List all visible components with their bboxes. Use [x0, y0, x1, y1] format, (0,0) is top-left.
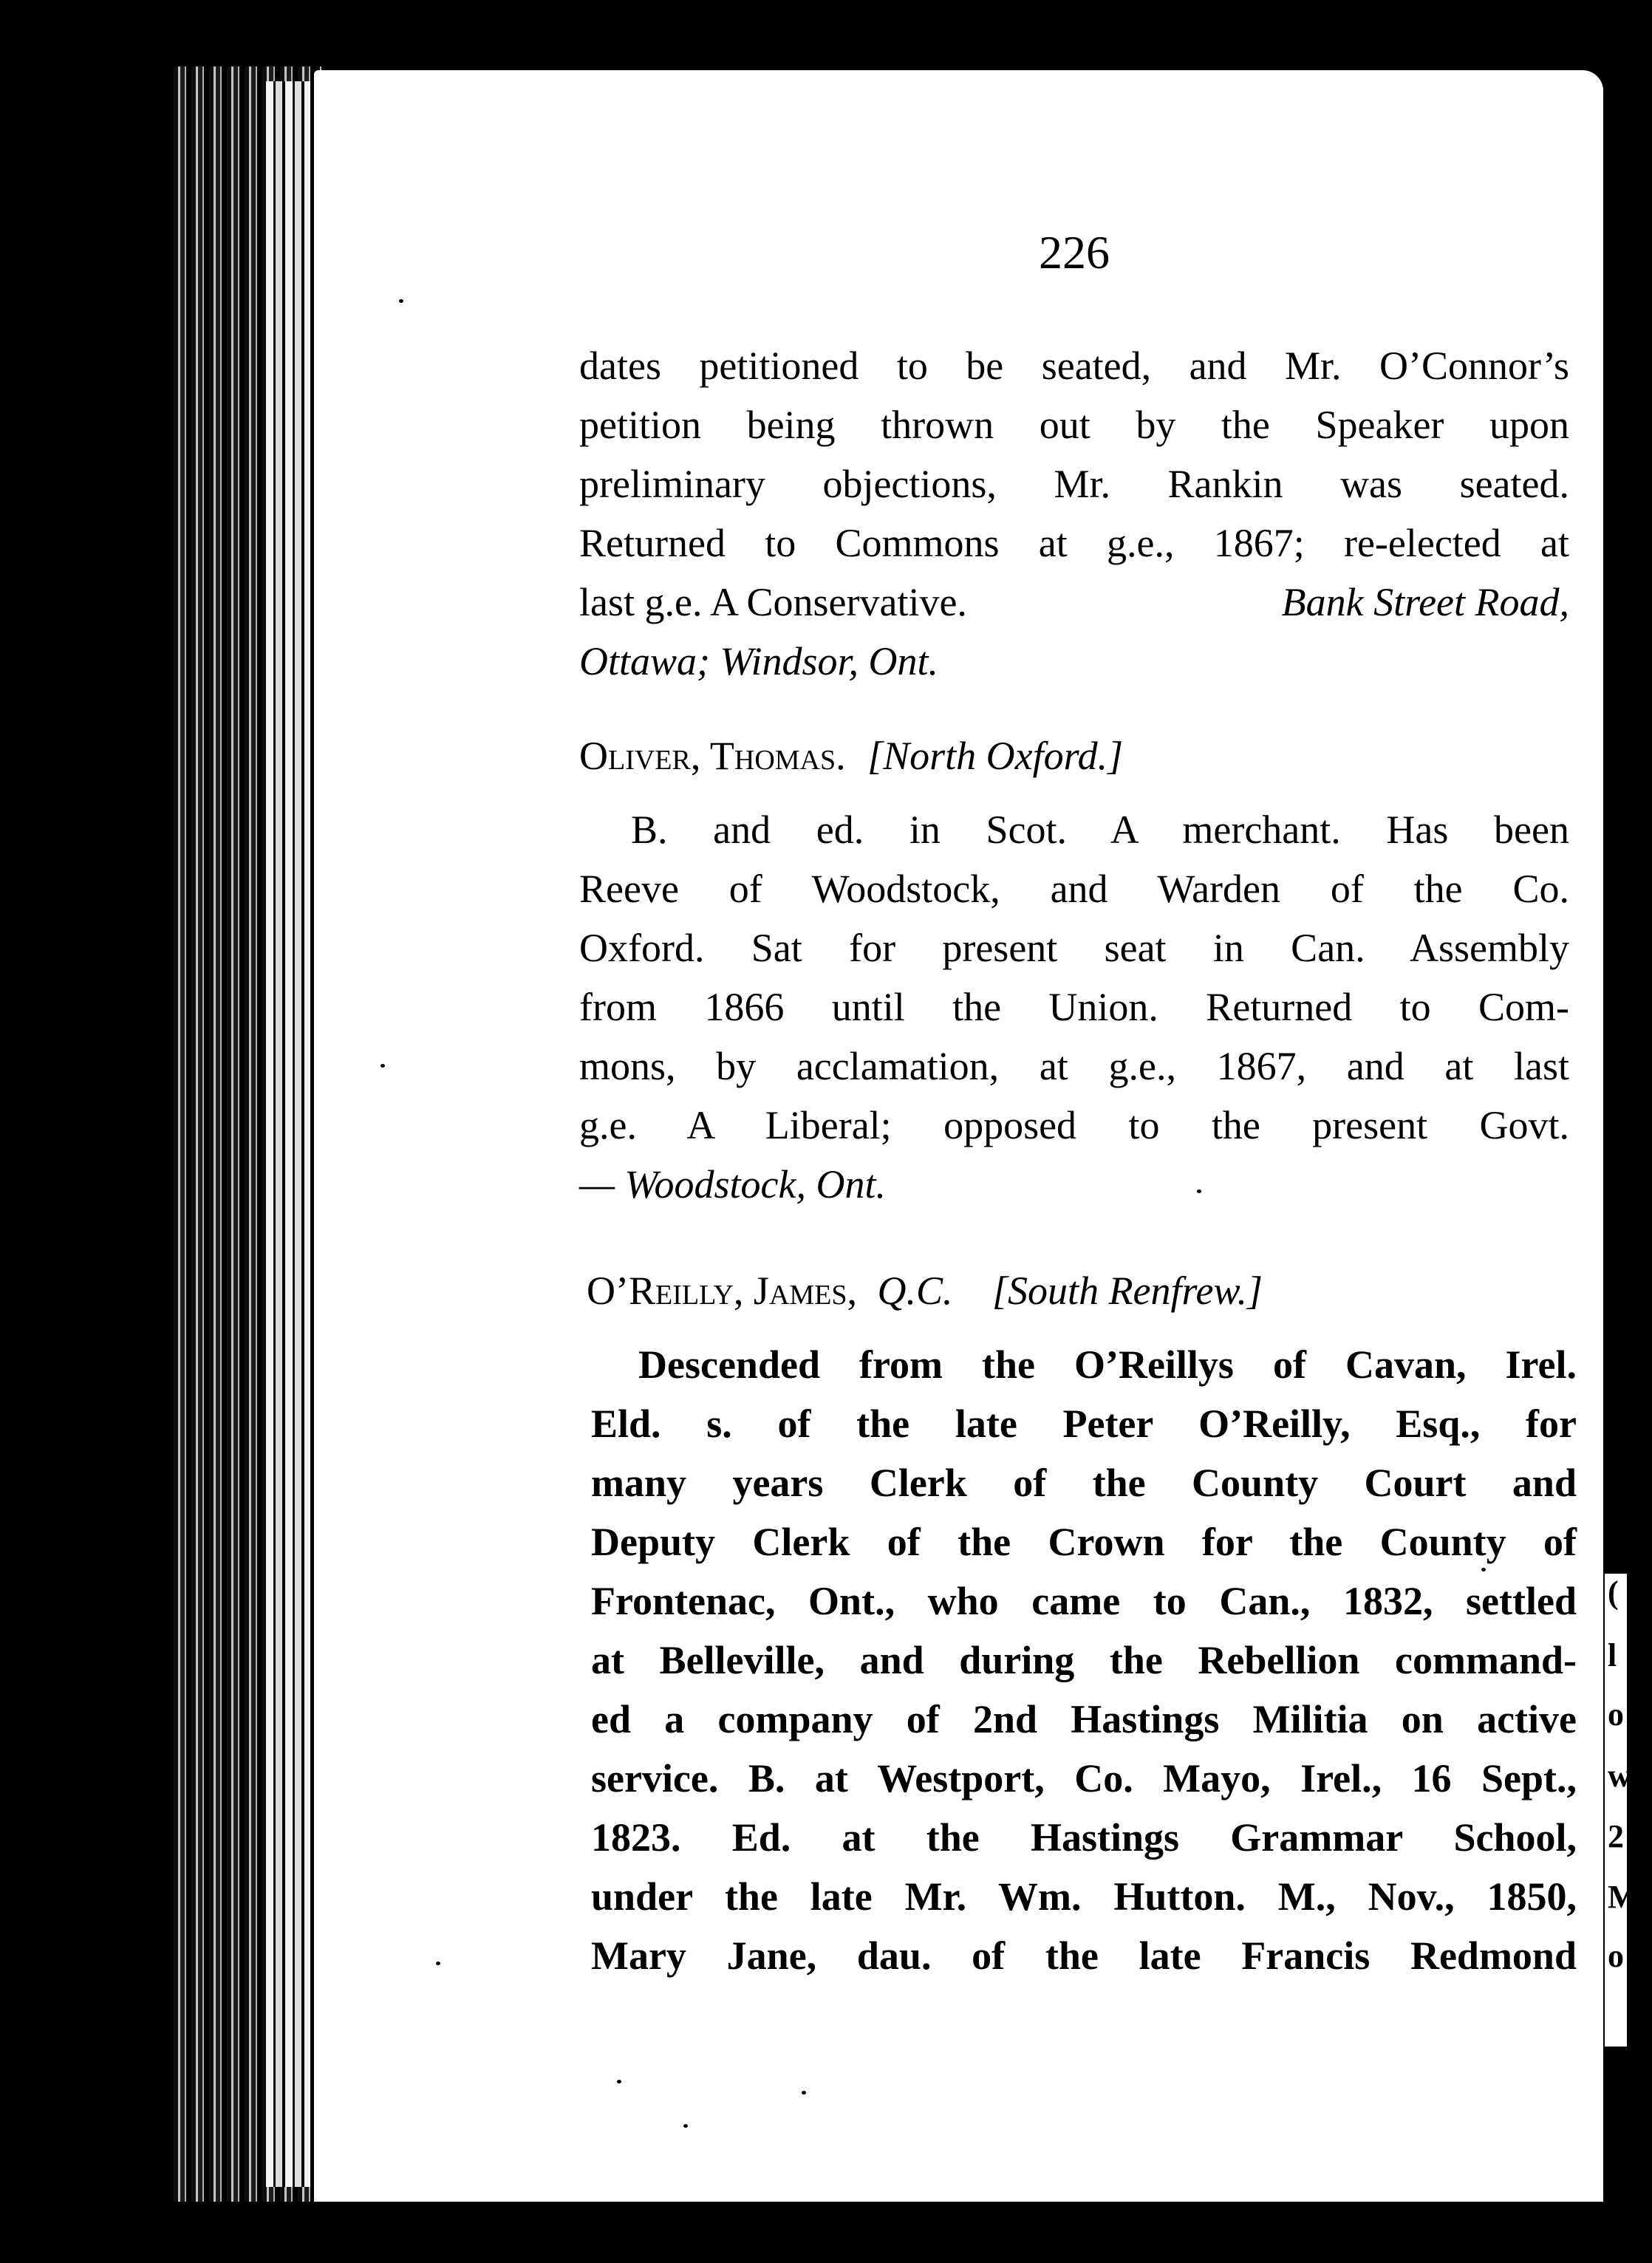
text-line: Oxford. Sat for present seat in Can. Assembly: [579, 926, 1569, 970]
text-line: mons, by acclamation, at g.e., 1867, and at last: [579, 1044, 1569, 1088]
entry-constituency: [North Oxford.]: [867, 734, 1124, 778]
text-fragment: last g.e. A Conservative.: [579, 580, 967, 624]
address-text: Bank Street Road,: [1281, 580, 1569, 624]
text-line: Eld. s. of the late Peter O’Reilly, Esq., for: [591, 1402, 1577, 1446]
margin-fragment: l: [1608, 1637, 1617, 1673]
text-line: Mary Jane, dau. of the late Francis Redmond: [591, 1933, 1577, 1978]
scan-speck: [617, 2080, 621, 2083]
address-text: — Woodstock, Ont.: [579, 1162, 886, 1206]
margin-fragment: o: [1608, 1696, 1624, 1733]
address-text: Ottawa; Windsor, Ont.: [579, 639, 939, 683]
text-line: petition being thrown out by the Speaker upon: [579, 403, 1569, 447]
scan-speck: [1481, 1568, 1486, 1571]
text-line: 1823. Ed. at the Hastings Grammar School,: [591, 1815, 1577, 1860]
book-page-edges: [266, 81, 310, 2187]
entry-constituency: [South Renfrew.]: [992, 1269, 1263, 1313]
margin-fragment: M: [1608, 1879, 1639, 1915]
scan-speck: [399, 299, 403, 303]
scan-speck: [436, 1962, 440, 1965]
text-line: B. and ed. in Scot. A merchant. Has been: [631, 808, 1569, 852]
margin-fragment: (: [1608, 1574, 1619, 1611]
scan-speck: [380, 1064, 385, 1068]
scan-speck: [683, 2124, 688, 2128]
text-line: service. B. at Westport, Co. Mayo, Irel., 16 Sept.,: [591, 1756, 1577, 1800]
entry-heading: [587, 1271, 1577, 1311]
text-line: many years Clerk of the County Court and: [591, 1461, 1577, 1505]
text-line: from 1866 until the Union. Returned to Com-: [579, 985, 1569, 1029]
text-line: Deputy Clerk of the Crown for the County of: [591, 1520, 1577, 1564]
adjacent-page-fragment: [1605, 1574, 1639, 2047]
text-line: at Belleville, and during the Rebellion command-: [591, 1638, 1577, 1682]
page-number: 226: [1039, 226, 1110, 279]
text-line: Frontenac, Ont., who came to Can., 1832, settled: [591, 1579, 1577, 1623]
text-line: g.e. A Liberal; opposed to the present Govt.: [579, 1103, 1569, 1147]
scan-speck: [802, 2091, 806, 2095]
text-line: Returned to Commons at g.e., 1867; re-elected at: [579, 521, 1569, 565]
text-line: [579, 582, 1569, 622]
text-line: dates petitioned to be seated, and Mr. O’Connor’s: [579, 344, 1569, 388]
margin-fragment: 2: [1608, 1818, 1624, 1854]
text-line: ed a company of 2nd Hastings Militia on active: [591, 1697, 1577, 1741]
entry-name: Oliver, Thomas.: [579, 734, 846, 778]
entry-title: Q.C.: [877, 1269, 953, 1313]
text-line: preliminary objections, Mr. Rankin was seated.: [579, 462, 1569, 506]
text-line: Descended from the O’Reillys of Cavan, Irel.: [638, 1342, 1577, 1387]
margin-fragment: w: [1608, 1758, 1631, 1794]
entry-heading: [579, 736, 1569, 776]
scan-speck: [1197, 1189, 1201, 1193]
text-line: under the late Mr. Wm. Hutton. M., Nov., 1850,: [591, 1874, 1577, 1919]
entry-name: O’Reilly, James,: [587, 1269, 858, 1313]
margin-fragment: o: [1608, 1938, 1624, 1974]
text-line: Reeve of Woodstock, and Warden of the Co.: [579, 867, 1569, 911]
